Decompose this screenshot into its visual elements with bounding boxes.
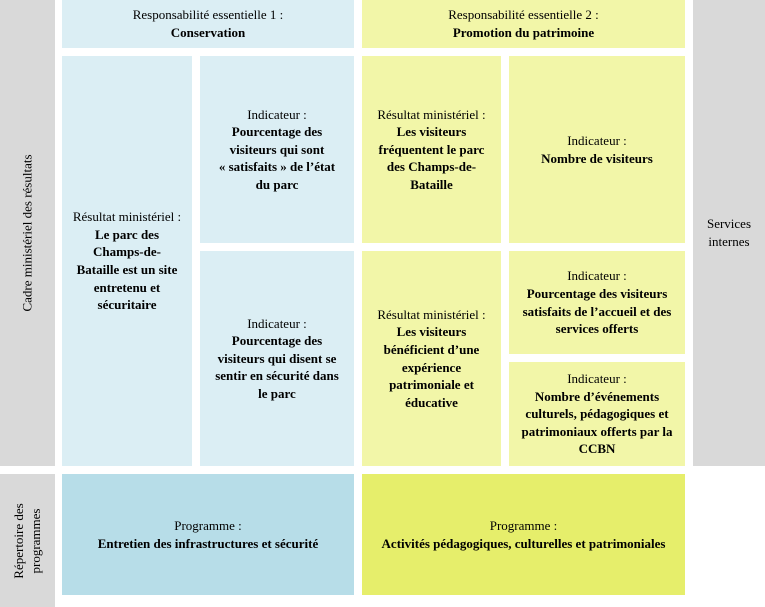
core-responsibility-1 bbox=[62, 0, 354, 48]
indicator-4 bbox=[509, 251, 685, 354]
indicator-1-label: Indicateur : bbox=[247, 106, 307, 122]
inventory-label-text bbox=[11, 503, 45, 578]
inventory-label-line2: programmes bbox=[27, 508, 43, 573]
indicator-3 bbox=[509, 56, 685, 243]
result-1-line3: Bataille est un site bbox=[76, 262, 178, 277]
core-responsibility-2 bbox=[362, 0, 685, 48]
indicator-2-line2: visiteurs qui disent se bbox=[217, 350, 337, 366]
result-3-line5: éducative bbox=[405, 394, 458, 410]
result-2-line2: fréquentent le parc bbox=[378, 141, 485, 157]
program-2 bbox=[362, 474, 685, 595]
result-1-line1: Le parc des bbox=[94, 226, 160, 242]
result-3-line3: expérience bbox=[401, 359, 462, 375]
program-2-name: Activités pédagogiques, culturelles et patrimoniales bbox=[381, 535, 666, 551]
framework-side-label bbox=[0, 0, 55, 466]
indicator-1-line1: Pourcentage des bbox=[231, 124, 323, 140]
indicator-2-line4: le parc bbox=[258, 385, 296, 401]
result-2-line3: des Champs-de- bbox=[386, 159, 477, 175]
inventory-label-line1: Répertoire des bbox=[10, 502, 26, 579]
indicator-3-label: Indicateur : bbox=[567, 132, 627, 148]
departmental-result-3 bbox=[362, 251, 501, 466]
indicator-2-line3: sentir en sécurité dans bbox=[215, 368, 339, 384]
core-responsibility-2-label: Responsabilité essentielle 2 : bbox=[448, 7, 599, 23]
result-1-line5: sécuritaire bbox=[97, 297, 157, 313]
internal-services-line1: Services bbox=[706, 216, 752, 232]
program-2-label: Programme : bbox=[489, 517, 558, 533]
indicator-1-line4: du parc bbox=[255, 176, 299, 192]
result-3-line1: Les visiteurs bbox=[396, 324, 467, 340]
core-responsibility-1-label: Responsabilité essentielle 1 : bbox=[132, 7, 284, 23]
result-3-line2: bénéficient d’une bbox=[383, 341, 480, 357]
core-responsibility-1-name: Conservation bbox=[170, 25, 246, 40]
indicator-2 bbox=[200, 251, 354, 466]
indicator-5 bbox=[509, 362, 685, 466]
indicator-2-line1: Pourcentage des bbox=[231, 333, 323, 349]
indicator-1-line3: « satisfaits » de l’état bbox=[218, 159, 336, 175]
indicator-1 bbox=[200, 56, 354, 243]
program-1 bbox=[62, 474, 354, 595]
departmental-result-2 bbox=[362, 56, 501, 243]
indicator-3-line1: Nombre de visiteurs bbox=[541, 150, 653, 166]
indicator-5-line4: CCBN bbox=[578, 441, 616, 457]
result-2-line4: Bataille bbox=[410, 176, 453, 192]
departmental-result-1 bbox=[62, 56, 192, 466]
internal-services-box bbox=[693, 0, 765, 466]
indicator-5-line1: Nombre d’événements bbox=[534, 388, 660, 404]
indicator-5-line3: patrimoniaux offerts par la bbox=[521, 423, 673, 439]
indicator-4-line1: Pourcentage des visiteurs bbox=[526, 285, 668, 301]
inventory-side-label bbox=[0, 474, 55, 607]
internal-services-line2: internes bbox=[708, 234, 750, 249]
result-3-line4: patrimoniale et bbox=[389, 377, 474, 393]
result-1-label: Résultat ministériel : bbox=[72, 209, 182, 225]
indicator-4-line3: services offerts bbox=[555, 321, 639, 337]
indicator-4-label: Indicateur : bbox=[567, 268, 627, 284]
indicator-1-line2: visiteurs qui sont bbox=[229, 141, 325, 157]
core-responsibility-2-name: Promotion du patrimoine bbox=[452, 25, 595, 40]
program-1-name: Entretien des infrastructures et sécurité bbox=[97, 535, 319, 551]
result-3-label: Résultat ministériel : bbox=[377, 306, 486, 322]
program-1-label: Programme : bbox=[174, 517, 242, 533]
result-1-line2: Champs-de- bbox=[93, 244, 161, 260]
indicator-5-label: Indicateur : bbox=[567, 371, 627, 387]
framework-label-text: Cadre ministériel des résultats bbox=[19, 154, 35, 312]
result-2-line1: Les visiteurs bbox=[396, 124, 467, 140]
indicator-4-line2: satisfaits de l’accueil et des bbox=[522, 303, 672, 319]
indicator-5-line2: culturels, pédagogiques et bbox=[525, 406, 669, 422]
result-2-label: Résultat ministériel : bbox=[377, 106, 486, 122]
indicator-2-label: Indicateur : bbox=[247, 315, 307, 331]
result-1-line4: entretenu et bbox=[93, 279, 161, 295]
